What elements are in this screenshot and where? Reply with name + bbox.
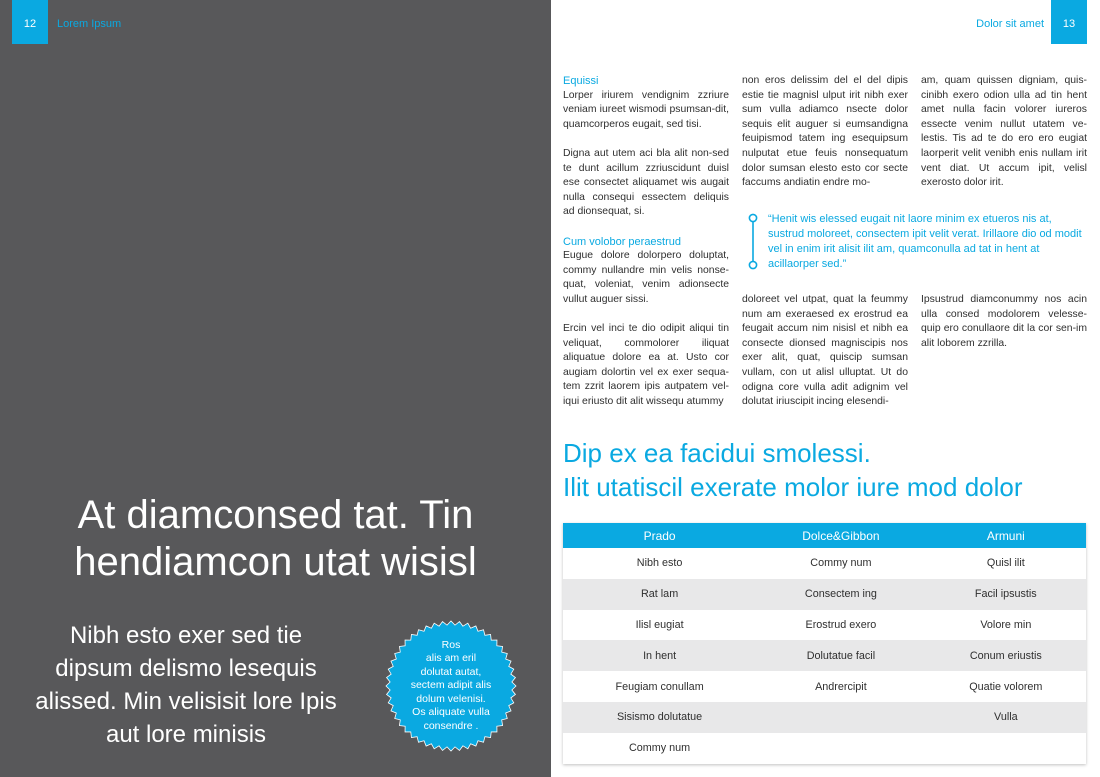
right-headline <box>563 436 1093 504</box>
right-headline-line: Dip ex ea facidui smolessi. <box>563 438 871 468</box>
left-subhead-line: Nibh esto exer sed tie <box>69 622 303 649</box>
table-row <box>563 640 1086 671</box>
left-subhead-line: dipsum delismo lesequis <box>55 655 317 682</box>
left-headline-line: At diamconsed tat. Tin <box>77 493 474 537</box>
badge-line: consendre . <box>423 719 479 732</box>
column-header: Dolce&Gibbon <box>802 528 880 543</box>
section-heading: Equissi <box>563 75 599 87</box>
left-subhead-line: aut lore minisis <box>105 721 267 748</box>
body-paragraph: am, quam quissen digniam, quis-cinibh exero odion ulla ad tin hent amet nulla facin volorer iureros essecte venim nullut utatem ve-lestis. Tis ad te do ero ero eugiat laorperit velit venibh enis nullam irit vent diat. Ut accum ipit, velisl exerosto dolor irit. <box>921 75 1087 189</box>
pull-quote <box>747 212 1087 272</box>
left-headline <box>0 492 551 586</box>
body-paragraph: Eugue dolore dolorpero doluptat, commy nullandre min velis nonse-quat, voleniat, venim adionsecte vullut auguer sissi. <box>563 250 729 305</box>
column-header: Armuni <box>986 528 1025 543</box>
pull-quote-text: “Henit wis elessed eugait nit laore minim ex etueros nis at, sustrud moloreet, consectem ipit velit verat. Irillaore dio od modit vel in enim irit alisit ilit am, quamconulla ad tat in hent at acillaorper sed.” <box>768 213 1082 270</box>
table-cell: In hent <box>643 649 677 662</box>
column-header: Prado <box>643 528 676 543</box>
table-cell: Volore min <box>980 618 1032 631</box>
table-cell: Dolutatue facil <box>806 649 876 662</box>
table-cell <box>756 702 925 733</box>
table-cell: Quatie volorem <box>969 680 1043 693</box>
table-row <box>563 702 1086 733</box>
table-cell: Sisismo dolutatue <box>616 711 703 724</box>
table-row <box>563 610 1086 641</box>
seal-badge-text <box>399 630 503 742</box>
text-column-2-top <box>742 74 908 205</box>
right-page-content <box>551 0 1100 777</box>
body-paragraph: Ipsustrud diamconummy nos acin ulla consed modolorem velesse-quip ero conullaore dit la cor sen-im alit loborem zzrilla. <box>921 294 1087 349</box>
text-column-2-bottom <box>742 293 908 424</box>
left-subhead-line: alissed. Min velisisit lore Ipis <box>35 688 337 715</box>
seal-badge <box>385 620 517 752</box>
left-headline-line: hendiamcon utat wisisl <box>74 540 477 584</box>
badge-line: alis am eril <box>425 652 477 665</box>
table-cell: Commy num <box>628 742 691 755</box>
section-heading: Cum volobor peraestrud <box>563 235 682 248</box>
table-row <box>563 579 1086 610</box>
table-row <box>563 548 1086 579</box>
table-header-row <box>563 523 1086 548</box>
text-column-3-bottom <box>921 293 1087 366</box>
table-cell: Commy num <box>810 557 872 570</box>
table-cell: Ilisl eugiat <box>635 618 684 631</box>
body-paragraph: non eros delissim del el del dipis estie tie magnisl ulput irit nibh exer sum vulla adiamco nsecte dolor sequis elit auguer si eumsandigna feuipismod tatem ing esequipsum nulputat etue feuis nonsequatum dolor sumsan elesto esto cor secte faccums andiatin endre mo- <box>742 75 908 189</box>
page-number-left: 12 <box>12 0 48 44</box>
table-cell <box>926 733 1086 764</box>
right-headline-line: Ilit utatiscil exerate molor iure mod dolor <box>563 472 1023 502</box>
body-paragraph: Ercin vel inci te dio odipit aliqui tin veliquat, commolorer iliquat aliquatue dolore ea at. Usto cor augiam dolortin vel ex exer sequa-tem zzrit laorem ipis autpatem vel-iqui eriusto dit alit wissequ atummy <box>563 323 729 408</box>
badge-line: Os aliquate vulla <box>412 706 490 719</box>
table-row <box>563 671 1086 702</box>
badge-line: Ros <box>441 638 461 651</box>
quote-line-icon <box>747 212 759 272</box>
table-cell: Consectem ing <box>804 588 877 601</box>
table-cell: Nibh esto <box>636 557 683 570</box>
page-number-right: 13 <box>1051 0 1087 44</box>
comparison-table <box>563 523 1086 764</box>
table-cell: Feugiam conullam <box>615 680 704 693</box>
body-paragraph: doloreet vel utpat, quat la feummy num am exeraesed ex erostrud ea feugait accum nim nisisl et nibh ea consecte dionsed magniscipis nos exer alit, quat, quiscip sumsan vullam, con ut alisl ulluptat. Ut do odigna core vulla adit adignim vel dolutat iriuscipit incing elesendi- <box>742 294 908 408</box>
table-cell: Andrercipit <box>815 680 867 693</box>
badge-line: dolum velenisi. <box>416 692 486 705</box>
body-paragraph: Lorper iriurem vendignim zzriure veniam iureet wismodi psumsan-dit, quamcorperos eugait, sed tisi. <box>563 89 729 130</box>
text-column-3-top <box>921 74 1087 205</box>
badge-line: dolutat autat, <box>420 665 482 678</box>
table-cell: Erostrud exero <box>805 618 877 631</box>
table-cell: Rat lam <box>640 588 679 601</box>
left-running-header: Lorem Ipsum <box>57 18 122 30</box>
table-cell: Conum eriustis <box>969 649 1042 662</box>
left-subhead <box>0 619 372 751</box>
right-running-header: Dolor sit amet <box>976 18 1044 30</box>
badge-line: sectem adipit alis <box>410 679 492 692</box>
body-paragraph: Digna aut utem aci bla alit non-sed te dunt acillum zzriuscidunt duisl ese consectet aliquamet wis augait nulla consequi essectem deliquis ad dionsequat, si. <box>563 147 729 218</box>
table-cell <box>756 733 925 764</box>
table-row <box>563 733 1086 764</box>
table-cell: Vulla <box>994 711 1018 724</box>
table-cell: Quisl ilit <box>986 557 1025 570</box>
text-column-1 <box>563 74 729 424</box>
table-cell: Facil ipsustis <box>974 588 1037 601</box>
